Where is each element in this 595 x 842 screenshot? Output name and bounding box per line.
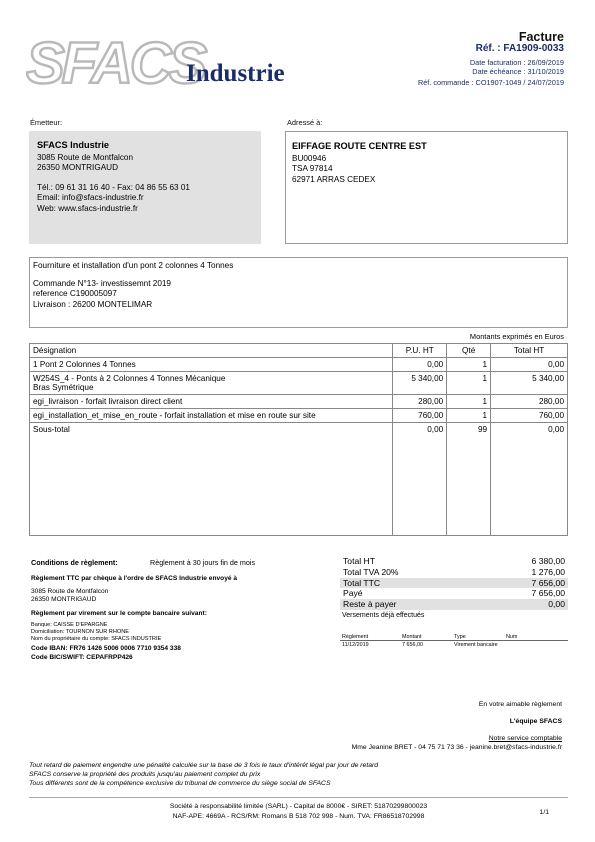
company-logo	[26, 33, 326, 88]
recipient-name: EIFFAGE ROUTE CENTRE EST	[292, 141, 427, 151]
payments-header-row	[340, 634, 568, 641]
account-owner: Nom du propriétaire du compte: SFACS INDUSTRIE	[31, 636, 162, 643]
bank-details	[31, 622, 161, 644]
line-quantity: 99	[447, 423, 491, 536]
remaining-row	[340, 599, 568, 610]
order-description-box	[29, 257, 568, 328]
paid-row	[340, 588, 568, 599]
line-quantity: 1	[447, 409, 491, 423]
total-value: 6 380,00	[531, 556, 565, 566]
iban-code: Code IBAN: FR76 1426 5006 0006 7710 9354 338	[31, 645, 181, 652]
total-value: 1 276,00	[531, 566, 565, 577]
line-total: 760,00	[491, 409, 568, 423]
description-line: Commande N°13- investissemnt 2019	[33, 278, 171, 288]
line-designation: egi_installation_et_mise_en_route - forfait installation et mise en route sur site	[30, 409, 393, 423]
payments-col-num: Num	[506, 634, 518, 640]
totals-block	[340, 556, 568, 610]
table-row	[30, 372, 568, 395]
line-total: 5 340,00	[491, 372, 568, 395]
recipient-box	[285, 131, 568, 244]
recipient-label: Adressé à:	[287, 118, 323, 127]
invoice-reference: Réf. : FA1909-0033	[475, 43, 564, 54]
recipient-address-line: 62971 ARRAS CEDEX	[292, 174, 376, 184]
line-unit-price: 0,00	[393, 358, 447, 372]
order-reference: Réf. commande : CO1907-1049 / 24/07/2019	[417, 78, 564, 87]
total-label: Total TVA 20%	[343, 566, 399, 577]
bic-code: Code BIC/SWIFT: CEPAFRPP426	[31, 654, 133, 661]
line-designation-detail: Bras Symétrique	[33, 383, 94, 392]
line-unit-price: 760,00	[393, 409, 447, 423]
col-header-quantity: Qté	[447, 344, 491, 358]
payments-col-date: Règlement	[342, 634, 369, 640]
line-quantity: 1	[447, 395, 491, 409]
description-line: Fourniture et installation d'un pont 2 colonnes 4 Tonnes	[33, 261, 234, 270]
table-row	[30, 409, 568, 423]
sender-box	[29, 131, 261, 244]
footer-registration-info: NAF-APE: 4669A - RCS/RM: Romans B 518 702 998 - Num. TVA: FR86518702998	[172, 812, 425, 820]
col-header-total: Total HT	[491, 344, 568, 358]
line-total: 0,00	[491, 423, 568, 536]
bank-name: Banque: CAISSE D'EPARGNE	[31, 622, 108, 628]
line-unit-price: 280,00	[393, 395, 447, 409]
document-title: Facture	[518, 30, 564, 44]
line-designation: W254S_4 - Ponts à 2 Colonnes 4 Tonnes Mécanique	[33, 374, 226, 383]
payment-amount: 7 656,00	[402, 642, 423, 648]
payment-num	[506, 642, 556, 648]
payments-title: Versements déjà effectués	[342, 612, 425, 619]
col-header-designation: Désignation	[30, 344, 393, 358]
accounting-service: Notre service comptable	[488, 735, 562, 742]
currency-note: Montants exprimés en Euros	[469, 332, 564, 341]
legal-mention-line: SFACS conserve la propriété des produits jusqu'au paiement complet du prix	[29, 770, 261, 778]
line-total: 0,00	[491, 358, 568, 372]
payments-col-amount: Montant	[402, 634, 422, 640]
page-number: 1/1	[539, 809, 549, 816]
total-ttc-row	[340, 578, 568, 589]
table-row	[30, 395, 568, 409]
payments-table	[340, 634, 568, 649]
sender-phone: Tél.: 09 61 31 16 40 - Fax: 04 86 55 63 01	[37, 182, 190, 192]
total-value: 0,00	[548, 599, 565, 610]
total-label: Total HT	[343, 556, 375, 566]
sender-address-line: 3085 Route de Montfalcon	[37, 152, 134, 162]
recipient-address-line: BU00946	[292, 153, 327, 163]
closing-team: L'équipe SFACS	[509, 718, 562, 725]
invoice-lines-table	[29, 343, 568, 536]
line-quantity: 1	[447, 358, 491, 372]
legal-mention-line: Tous différents sont de la compétence exclusive du tribunal de commerce du siège social de SFACS	[29, 779, 331, 787]
accounting-contact: Mme Jeanine BRET - 04 75 71 73 36 - jeanine.bret@sfacs-industrie.fr	[351, 744, 562, 751]
recipient-address-line: TSA 97814	[292, 164, 333, 174]
cheque-address-line: 26350 MONTRIGAUD	[31, 596, 97, 603]
total-value: 7 656,00	[531, 577, 565, 588]
payment-terms-label: Conditions de règlement:	[31, 558, 118, 567]
total-value: 7 656,00	[531, 588, 565, 599]
sender-label: Émetteur:	[30, 118, 63, 127]
total-tva-row	[340, 567, 568, 578]
invoice-date: Date facturation : 26/09/2019	[469, 58, 564, 67]
transfer-instructions: Règlement par virement sur le compte bancaire suivant:	[31, 610, 207, 617]
table-header-row	[30, 344, 568, 358]
legal-mentions	[29, 762, 378, 788]
payment-type: Virement bancaire	[454, 642, 498, 648]
due-date: Date échéance : 31/10/2019	[472, 67, 564, 76]
description-line: Livraison : 26200 MONTELIMAR	[33, 299, 153, 309]
logo-mark-text: SFACS	[26, 33, 205, 88]
sender-address-line: 26350 MONTRIGAUD	[37, 163, 118, 173]
line-designation-cell	[30, 372, 393, 395]
footer-company-info: Société à responsabilité limitée (SARL) - Capital de 8000€ - SIRET: 51870299800023	[169, 803, 428, 810]
cheque-address-line: 3085 Route de Montfalcon	[31, 588, 109, 595]
table-row	[30, 358, 568, 372]
line-unit-price: 5 340,00	[393, 372, 447, 395]
total-label: Payé	[343, 588, 363, 599]
total-label: Total TTC	[343, 577, 381, 588]
sender-email: Email: info@sfacs-industrie.fr	[37, 193, 144, 203]
payment-date: 11/12/2019	[342, 642, 369, 648]
line-unit-price: 0,00	[393, 423, 447, 536]
legal-mention-line: Tout retard de paiement engendre une pénalité calculée sur la base de 3 fois le taux d'intérêt légal par jour de retard	[29, 762, 379, 769]
payments-col-type: Type	[454, 634, 466, 640]
table-row-subtotal	[30, 423, 568, 536]
description-line: reference C190005097	[33, 289, 117, 299]
sender-name: SFACS Industrie	[37, 140, 109, 150]
col-header-unit-price: P.U. HT	[393, 344, 447, 358]
closing-greeting: En votre aimable règlement	[478, 701, 562, 708]
total-label: Reste à payer	[343, 599, 397, 610]
line-quantity: 1	[447, 372, 491, 395]
sender-website: Web: www.sfacs-industrie.fr	[37, 203, 138, 213]
cheque-instructions: Règlement TTC par chèque à l'ordre de SFACS Industrie envoyé à	[31, 575, 238, 582]
logo-sub-text: Industrie	[186, 60, 285, 87]
line-designation: 1 Pont 2 Colonnes 4 Tonnes	[30, 358, 393, 372]
bank-domiciliation: Domiciliation: TOURNON SUR RHONE	[31, 629, 130, 636]
line-designation: egi_livraison - forfait livraison direct client	[30, 395, 393, 409]
line-total: 280,00	[491, 395, 568, 409]
line-designation: Sous-total	[30, 423, 393, 536]
page-footer	[29, 797, 568, 821]
payment-terms-value: Règlement à 30 jours fin de mois	[150, 558, 256, 567]
total-ht-row	[340, 556, 568, 567]
payments-row	[340, 641, 568, 649]
